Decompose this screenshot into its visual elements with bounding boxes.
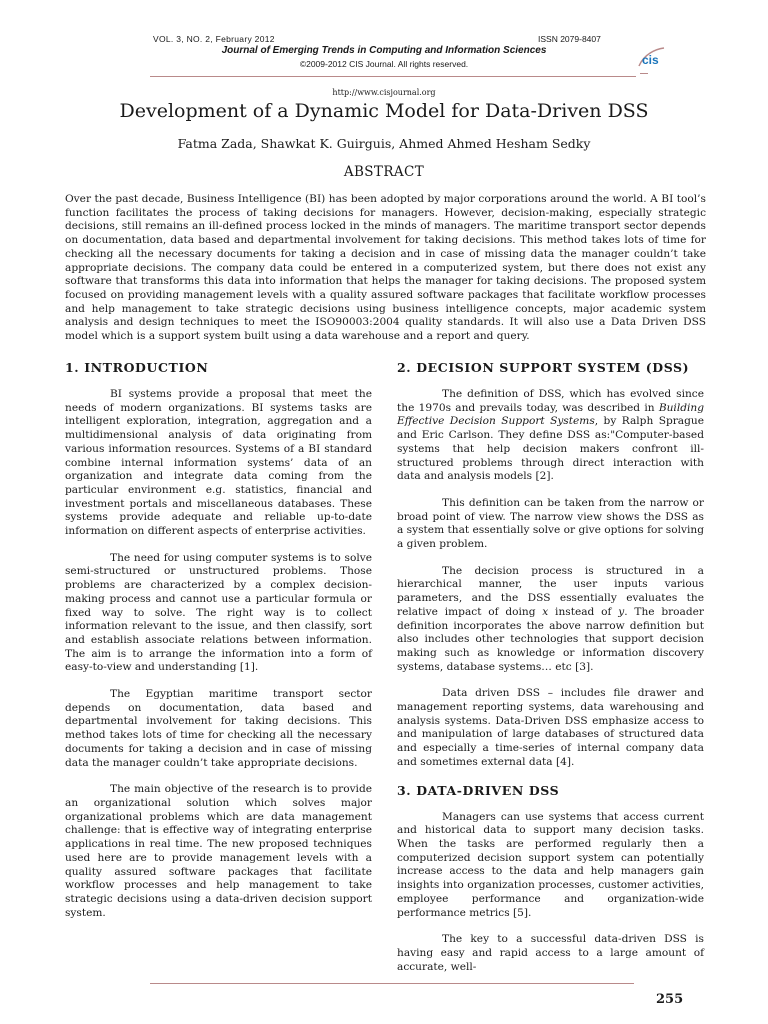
paragraph: The Egyptian maritime transport sector depends on documentation, data based and departmental involvement for taking decisions. This method takes lots of time for checking all the necessary documents for taking a decision and in case of missing data the manager couldn’t take appropriate decisions. <box>65 688 372 769</box>
footer-divider <box>150 983 634 984</box>
variable-x: x <box>542 605 549 618</box>
left-column <box>65 360 372 933</box>
text-run: . The broader definition incorporates the above narrow definition but also includes other technologies that support decision making such as knowledge or information discovery systems, database systems… etc [3]. <box>397 605 704 673</box>
paragraph: The key to a successful data-driven DSS is having easy and rapid access to a large amount of accurate, well- <box>397 933 704 973</box>
abstract-heading: ABSTRACT <box>343 164 425 180</box>
issn: ISSN 2079-8407 <box>538 34 601 44</box>
paragraph <box>397 565 704 675</box>
author-list: Fatma Zada, Shawkat K. Guirguis, Ahmed Ahmed Hesham Sedky <box>177 136 591 151</box>
paragraph: Managers can use systems that access current and historical data to support many decision tasks. When the tasks are performed regularly then a computerized decision support system can potentially increase access to the data and help managers gain insights into organization processes, customer activities, employee performance and organization-wide performance metrics [5]. <box>397 810 704 919</box>
paragraph: Data driven DSS – includes file drawer and management reporting systems, data warehousing and analysis systems. Data-Driven DSS emphasize access to and manipulation of large databases of structured data and especially a time-series of internal company data and sometimes external data [4]. <box>397 687 704 768</box>
text-run: , by Ralph Sprague and Eric Carlson. They define DSS as:"Computer-based systems that help decision makers confront ill-structured problems through direct interaction with data and analysis models [2]. <box>397 415 704 483</box>
dss-heading: 2. DECISION SUPPORT SYSTEM (DSS) <box>397 360 690 375</box>
cis-logo <box>636 44 666 70</box>
journal-name: Journal of Emerging Trends in Computing and Information Sciences <box>221 45 547 56</box>
journal-url[interactable]: http://www.cisjournal.org <box>332 88 436 97</box>
book-title: Building Effective Decision Support Systems <box>397 401 704 428</box>
abstract-text: Over the past decade, Business Intelligence (BI) has been adopted by major corporations around the world. A BI tool’s function facilitates the process of taking decisions for managers. However, decision-making, especially strategic decisions, still remains an ill-defined process locked in the minds of managers. The maritime transport sector depends on documentation, data based and departmental involvement for taking decisions. This method takes lots of time for checking all the necessary documents for taking a decision and in case of missing data the manager couldn’t take appropriate decisions. The company data could be entered in a computerized system, but there does not exist any software that transforms this data into information that helps the manager for taking decisions. The proposed system focused on providing management levels with a quality assured software packages that facilitate workflow processes and help management to take strategic decisions using business intelligence concepts, major academic system analysis and design techniques to meet the ISO90003:2004 quality standards. It will also use a Data Driven DSS model which is a support system built using a data warehouse and a report and query. <box>65 193 706 343</box>
data-driven-dss-heading: 3. DATA-DRIVEN DSS <box>397 782 560 798</box>
paragraph: This definition can be taken from the narrow or broad point of view. The narrow view shows the DSS as a system that essentially solve or give options for solving a given problem. <box>397 496 704 551</box>
logo-text: cis <box>642 53 659 67</box>
introduction-heading: 1. INTRODUCTION <box>65 360 209 375</box>
copyright-notice: ©2009-2012 CIS Journal. All rights reserved. <box>299 59 469 69</box>
text-run: instead of <box>548 605 619 618</box>
paper-title: Development of a Dynamic Model for Data-Driven DSS <box>119 100 649 122</box>
paragraph <box>397 388 704 484</box>
paragraph: The need for using computer systems is to solve semi-structured or unstructured problems. Those problems are characterized by a complex decision-making process and cannot use a particular formula or fixed way to solve. The right way is to collect information relevant to the issue, and then classify, sort and establish associate relations between information. The aim is to arrange the information into a form of easy-to-view and understanding [1]. <box>65 551 372 674</box>
paragraph: BI systems provide a proposal that meet the needs of modern organizations. BI systems tasks are intelligent exploration, integration, aggregation and a multidimensional analysis of data originating from various information resources. Systems of a BI standard combine internal information systems’ data of an organization and integrate data coming from the particular environment e.g. statistics, financial and investment portals and miscellaneous databases. These systems provide adequate and reliable up-to-date information on different aspects of enterprise activities. <box>65 388 372 538</box>
text-run: The definition of DSS, which has evolved since the 1970s and prevails today, was described in <box>397 388 704 414</box>
volume-info: VOL. 3, NO. 2, February 2012 <box>153 34 275 44</box>
variable-y: y <box>618 605 625 618</box>
page-number: 255 <box>656 992 684 1007</box>
header-divider <box>150 76 636 77</box>
right-column <box>397 360 704 987</box>
text-run: The decision process is structured in a hierarchical manner, the user inputs various parameters, and the DSS essentially evaluates the relative impact of doing <box>397 564 704 618</box>
paragraph: The main objective of the research is to provide an organizational solution which solves major organizational problems which are data management challenge: that is effective way of integrating enterprise applications in real time. The new proposed techniques used here are to provide management levels with a quality assured software packages that facilitate workflow processes and help management to take strategic decisions using a data-driven decision support system. <box>65 783 372 919</box>
header-divider-tail <box>640 73 648 74</box>
